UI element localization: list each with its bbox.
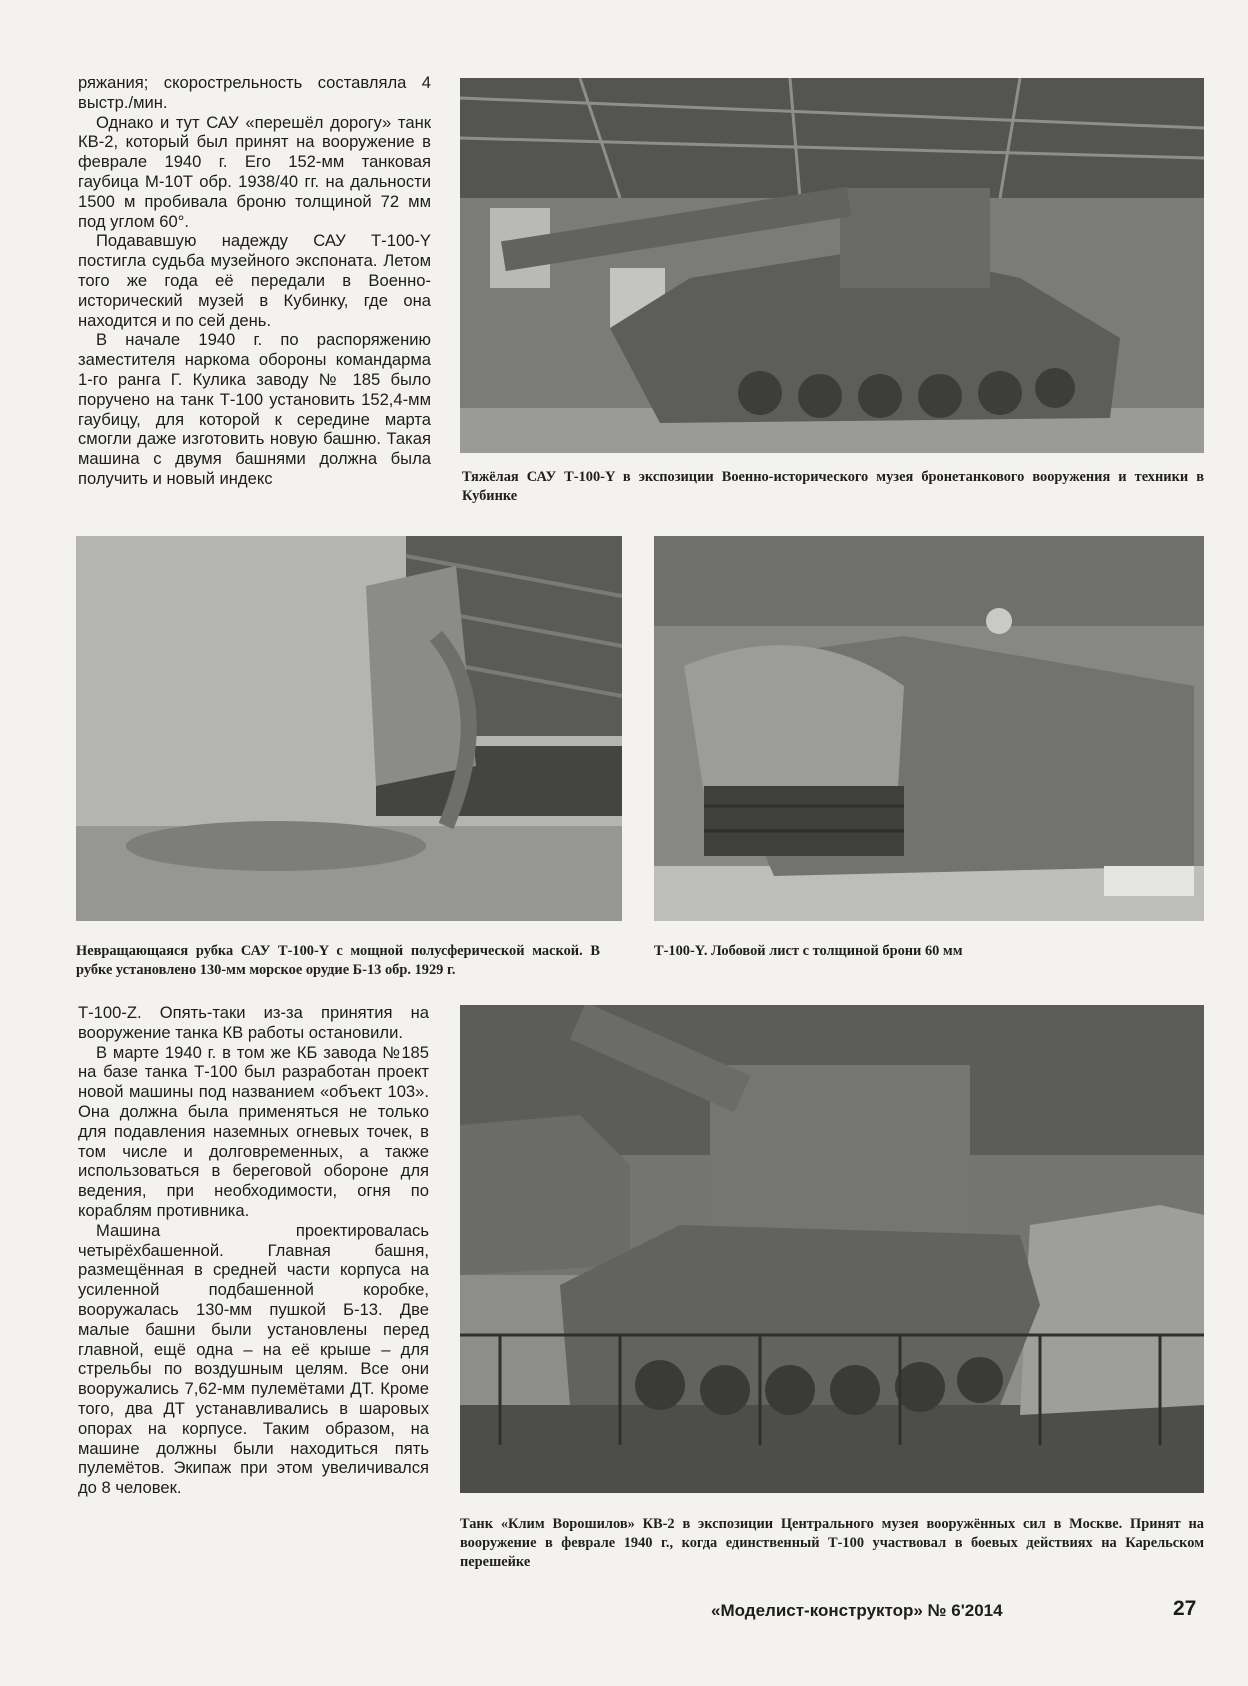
- text-column-bottom: [78, 1003, 429, 1498]
- page-number: 27: [1173, 1597, 1197, 1620]
- paragraph: В начале 1940 г. по распоряжению заместителя наркома обороны командарма 1-го ранга Г. Кулика заводу № 185 было поручено на танк Т-100 установить 152,4-мм гаубицу, для которой к середине марта смогли даже изготовить новую башню. Такая машина с двумя башнями должна была получить и новый индекс: [78, 330, 431, 488]
- paragraph: В марте 1940 г. в том же КБ завода №185 на базе танка Т-100 был разработан проект новой машины под названием «объект 103». Она должна была применяться не только для подавления наземных огневых точек, в том числе и долговременных, а также использоваться в береговой обороне для ведения, при необходимости, огня по кораблям противника.: [78, 1042, 429, 1220]
- caption-photo3: Т-100-Y. Лобовой лист с толщиной брони 60 мм: [654, 943, 963, 959]
- paragraph: Машина проектировалась четырёхбашенной. Главная башня, размещённая в средней части корпуса на усиленной подбашенной коробке, вооружалась 130-мм пушкой Б-13. Две малые башни были установлены перед главной, ещё одна – на её крыше – для стрельбы по воздушным целям. Все они вооружались 7,62-мм пулемётами ДТ. Кроме того, два ДТ устанавливались в шаровых опорах на корпусе. Таким образом, на машине должны были находиться пять пулемётов. Экипаж при этом увеличивался до 8 человек.: [78, 1220, 429, 1498]
- paragraph: ряжания; скорострельность составляла 4 выстр./мин.: [78, 73, 431, 112]
- text-column-top: [78, 73, 431, 489]
- photo-t100y-kubinka: [460, 78, 1204, 453]
- magazine-footer: «Моделист-конструктор» № 6'2014: [711, 1601, 1003, 1620]
- paragraph: Подававшую надежду САУ Т-100-Y постигла судьба музейного экспоната. Летом того же года её передали в Военно-исторический музей в Кубинку, где она находится и по сей день.: [78, 231, 431, 330]
- photo-t100y-cabin: [76, 536, 622, 921]
- caption-photo2: Невращающаяся рубка САУ Т-100-Y с мощной полусферической маской. В рубке установлено 130-мм морское орудие Б-13 обр. 1929 г.: [76, 943, 600, 978]
- caption-photo1: Тяжёлая САУ Т-100-Y в экспозиции Военно-исторического музея бронетанкового вооружения и техники в Кубинке: [462, 469, 1204, 504]
- paragraph: Т-100-Z. Опять-таки из-за принятия на вооружение танка КВ работы остановили.: [78, 1003, 429, 1042]
- paragraph: Однако и тут САУ «перешёл дорогу» танк КВ-2, который был принят на вооружение в феврале 1940 г. Его 152-мм танковая гаубица М-10Т обр. 1938/40 гг. на дальности 1500 м пробивала броню толщиной 72 мм под углом 60°.: [78, 112, 431, 231]
- caption-photo4: Танк «Клим Ворошилов» КВ-2 в экспозиции Центрального музея вооружённых сил в Москве. Принят на вооружение в феврале 1940 г., когда единственный Т-100 участвовал в боевых действиях на Карельском перешейке: [460, 1516, 1204, 1570]
- photo-kv2-moscow: [460, 1005, 1204, 1493]
- photo-t100y-front: [654, 536, 1204, 921]
